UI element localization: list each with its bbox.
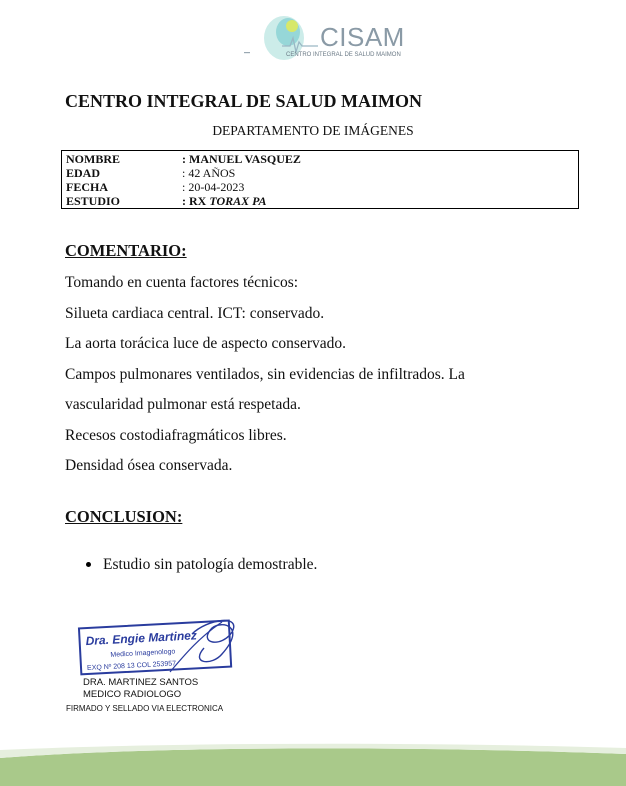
- conclusion-heading: CONCLUSION:: [65, 507, 183, 526]
- footer-wave: [0, 728, 626, 786]
- study-value: [182, 194, 267, 208]
- clinic-logo: [242, 8, 405, 66]
- stamp-role: Medico Imagenologo: [110, 648, 176, 659]
- name-value: : MANUEL VASQUEZ: [182, 152, 301, 166]
- signer-name: DRA. MARTINEZ SANTOS: [83, 677, 199, 688]
- comment-body: [65, 268, 465, 482]
- comment-line: Campos pulmonares ventilados, sin evidencias de infiltrados. La: [65, 365, 465, 383]
- bullet-icon: [86, 562, 91, 567]
- stamp-name: Dra. Engie Martinez: [85, 628, 198, 649]
- patient-study-row: [66, 194, 578, 208]
- study-name: TORAX PA: [209, 194, 267, 208]
- patient-age-row: [66, 166, 578, 180]
- date-value: : 20-04-2023: [182, 180, 245, 194]
- conclusion-item: [86, 556, 317, 574]
- comment-line: La aorta torácica luce de aspecto conservado.: [65, 335, 346, 352]
- stamp-ids: EXQ Nº 208 13 COL 253957: [86, 660, 177, 673]
- age-value: : 42 AÑOS: [182, 166, 236, 180]
- study-label: ESTUDIO: [66, 194, 121, 208]
- patient-info-box: [61, 150, 579, 209]
- logo-subtitle: CENTRO INTEGRAL DE SALUD MAIMON: [286, 52, 401, 58]
- patient-name-row: [66, 152, 578, 166]
- age-label: EDAD: [66, 166, 101, 180]
- comment-line: Tomando en cuenta factores técnicos:: [65, 274, 299, 291]
- comment-line: Recesos costodiafragmáticos libres.: [65, 426, 287, 444]
- patient-date-row: [66, 180, 578, 194]
- comment-line: Densidad ósea conservada.: [65, 457, 233, 474]
- electronic-signature-note: FIRMADO Y SELLADO VIA ELECTRONICA: [66, 704, 224, 713]
- page-title: CENTRO INTEGRAL DE SALUD MAIMON: [65, 91, 423, 111]
- name-label: NOMBRE: [66, 152, 120, 166]
- department-title: DEPARTAMENTO DE IMÁGENES: [212, 123, 414, 138]
- signature-stamp: [72, 614, 257, 678]
- conclusion-text: Estudio sin patología demostrable.: [103, 556, 318, 573]
- comment-heading: COMENTARIO:: [65, 241, 187, 260]
- signer-role: MEDICO RADIOLOGO: [83, 689, 182, 700]
- logo-brand: CISAM: [320, 22, 405, 52]
- comment-line: Silueta cardiaca central. ICT: conservado.: [65, 304, 325, 322]
- date-label: FECHA: [66, 180, 108, 194]
- comment-line: vascularidad pulmonar está respetada.: [65, 396, 301, 413]
- study-prefix: : RX: [182, 194, 210, 208]
